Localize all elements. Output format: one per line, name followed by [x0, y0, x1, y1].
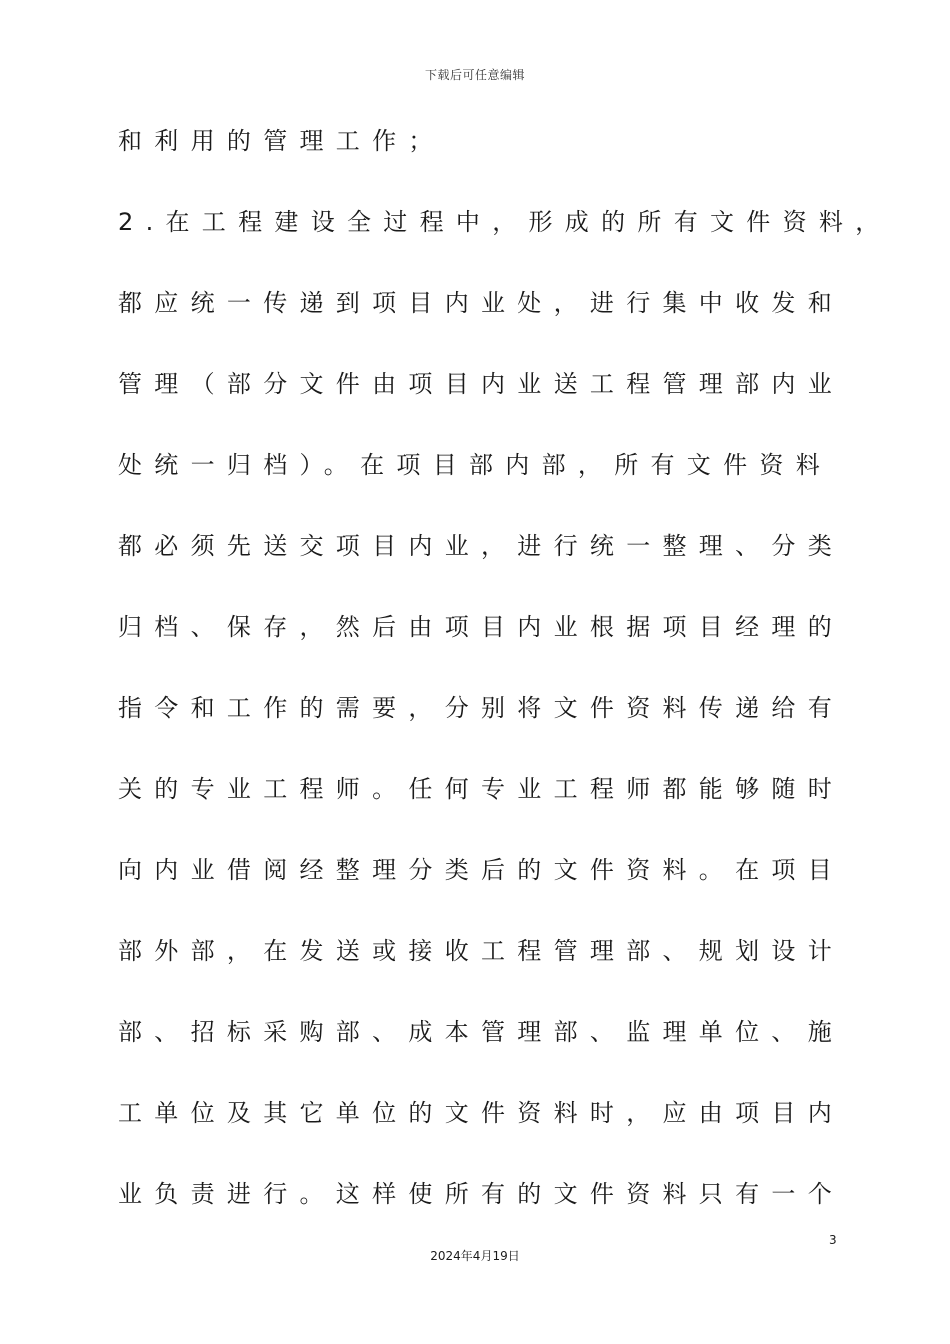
body-line-3: 都应统一传递到项目内业处，进行集中收发和 — [118, 289, 844, 317]
body-line-14: 业负责进行。这样使所有的文件资料只有一个 — [118, 1180, 844, 1208]
body-line-4: 管理（部分文件由项目内业送工程管理部内业 — [118, 370, 844, 398]
body-line-6: 都必须先送交项目内业，进行统一整理、分类 — [118, 532, 844, 560]
body-line-11: 部外部，在发送或接收工程管理部、规划设计 — [118, 937, 844, 965]
page-footer-date: 2024年4月19日 — [430, 1249, 520, 1263]
body-line-7: 归档、保存，然后由项目内业根据项目经理的 — [118, 613, 844, 641]
body-line-8: 指令和工作的需要，分别将文件资料传递给有 — [118, 694, 844, 722]
page-header: 下载后可任意编辑 — [424, 68, 525, 82]
body-line-5: 处统一归档）。在项目部内部，所有文件资料 — [118, 451, 832, 479]
document-body — [118, 113, 892, 1247]
body-line-9: 关的专业工程师。任何专业工程师都能够随时 — [118, 775, 844, 803]
body-line-10: 向内业借阅经整理分类后的文件资料。在项目 — [118, 856, 844, 884]
body-line-13: 工单位及其它单位的文件资料时，应由项目内 — [118, 1099, 844, 1127]
page-number: 3 — [829, 1233, 837, 1247]
body-line-1: 和利用的管理工作； — [118, 127, 445, 155]
body-line-2: 2.在工程建设全过程中，形成的所有文件资料， — [118, 208, 892, 236]
body-line-12: 部、招标采购部、成本管理部、监理单位、施 — [118, 1018, 844, 1046]
